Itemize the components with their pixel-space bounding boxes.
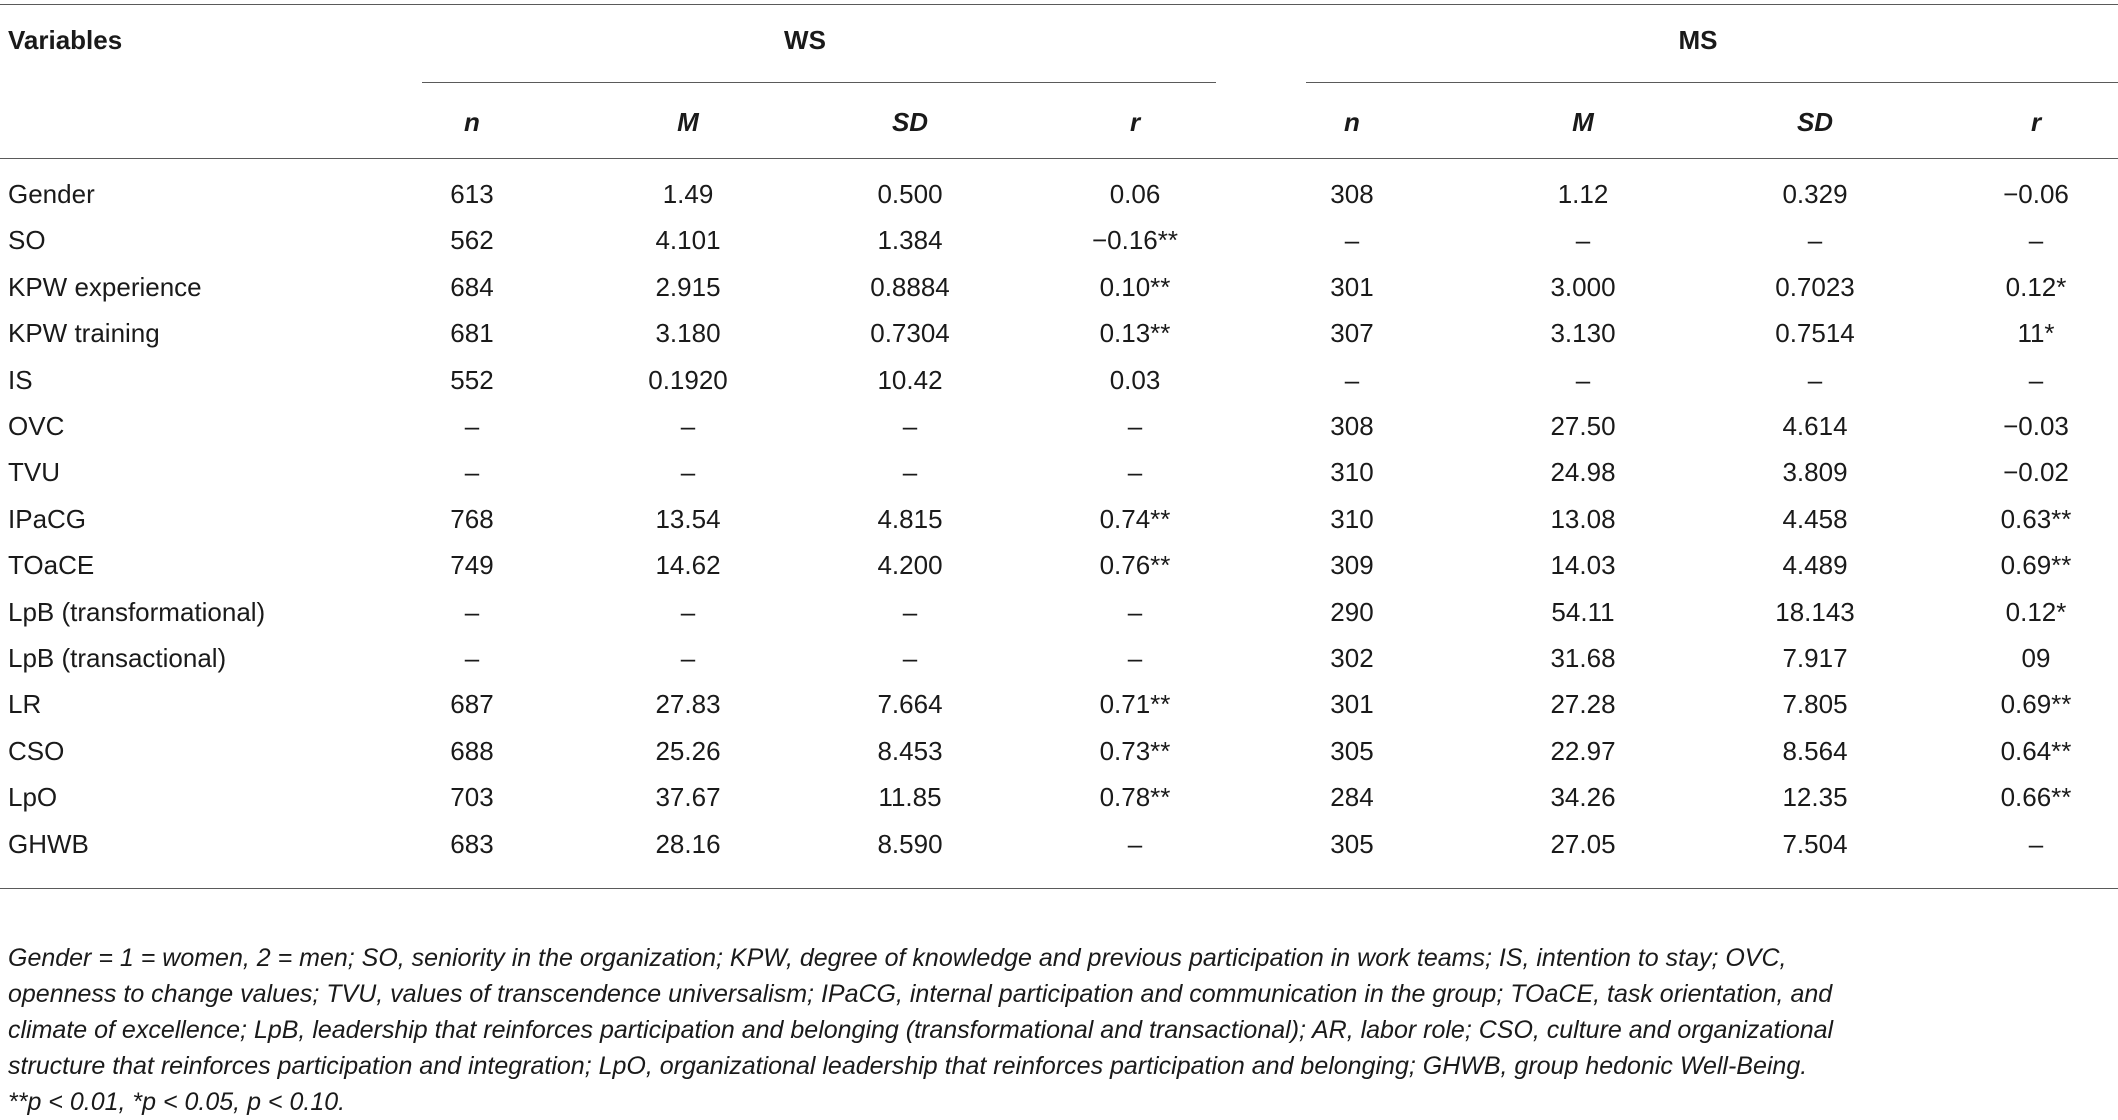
cell-ws-n: 562 <box>450 225 494 255</box>
cell-ms-m: 31.68 <box>1550 643 1616 673</box>
variables-header: Variables <box>8 25 123 55</box>
cell-ws-r: – <box>1127 829 1143 859</box>
subheader-ms-m: M <box>1572 107 1594 137</box>
cell-ws-sd: – <box>902 597 918 627</box>
cell-ws-sd: – <box>902 457 918 487</box>
cell-ws-m: 13.54 <box>655 504 721 534</box>
cell-ms-r: 0.12* <box>2005 272 2067 302</box>
cell-ms-r: 11* <box>2017 318 2055 348</box>
cell-ws-sd: 1.384 <box>877 225 943 255</box>
cell-ws-r: 0.13** <box>1099 318 1171 348</box>
subheader-ws-n: n <box>464 107 480 137</box>
row-label: SO <box>8 225 46 255</box>
cell-ws-n: – <box>464 411 480 441</box>
cell-ws-m: 25.26 <box>655 736 721 766</box>
ws-group-header: WS <box>784 25 826 55</box>
cell-ms-sd: – <box>1807 225 1823 255</box>
cell-ms-m: 14.03 <box>1550 550 1616 580</box>
cell-ws-m: – <box>680 597 696 627</box>
cell-ws-sd: 0.8884 <box>870 272 950 302</box>
cell-ms-m: 27.28 <box>1550 689 1616 719</box>
cell-ws-m: 14.62 <box>655 550 721 580</box>
cell-ms-sd: 7.504 <box>1782 829 1848 859</box>
cell-ws-m: 1.49 <box>662 179 714 209</box>
row-label: CSO <box>8 736 65 766</box>
cell-ms-n: 301 <box>1330 689 1374 719</box>
cell-ws-r: −0.16** <box>1091 225 1179 255</box>
cell-ms-r: 0.66** <box>2000 782 2072 812</box>
cell-ws-sd: – <box>902 643 918 673</box>
row-label: LpB (transformational) <box>8 597 266 627</box>
cell-ws-r: 0.10** <box>1099 272 1171 302</box>
cell-ms-sd: 7.805 <box>1782 689 1848 719</box>
cell-ws-sd: 11.85 <box>878 782 942 812</box>
row-label: KPW experience <box>8 272 202 302</box>
header-bottom-rule <box>0 158 2118 159</box>
cell-ws-m: 4.101 <box>655 225 721 255</box>
row-label: IPaCG <box>8 504 87 534</box>
cell-ms-m: 1.12 <box>1557 179 1609 209</box>
cell-ms-m: 3.000 <box>1550 272 1616 302</box>
cell-ms-r: −0.03 <box>2003 411 2069 441</box>
cell-ws-m: – <box>680 643 696 673</box>
cell-ms-sd: 0.7023 <box>1775 272 1855 302</box>
cell-ms-sd: 0.329 <box>1782 179 1848 209</box>
cell-ms-n: – <box>1344 225 1360 255</box>
cell-ws-m: 27.83 <box>655 689 721 719</box>
cell-ws-m: – <box>680 457 696 487</box>
footnote-line: structure that reinforces participation and integration; LpO, organizational leadership that reinforces participation and belonging; GHWB, group hedonic Well-Being. <box>8 1052 1808 1080</box>
cell-ms-sd: 12.35 <box>1782 782 1848 812</box>
cell-ws-r: 0.03 <box>1109 365 1161 395</box>
cell-ws-m: 28.16 <box>655 829 721 859</box>
cell-ms-n: 302 <box>1330 643 1374 673</box>
subheader-ms-n: n <box>1344 107 1360 137</box>
cell-ws-m: 0.1920 <box>648 365 728 395</box>
cell-ms-r: 0.64** <box>2000 736 2072 766</box>
cell-ws-r: 0.76** <box>1099 550 1171 580</box>
cell-ws-sd: 0.500 <box>877 179 943 209</box>
row-label: LR <box>8 689 42 719</box>
cell-ws-r: – <box>1127 457 1143 487</box>
cell-ms-m: 34.26 <box>1550 782 1616 812</box>
cell-ms-n: 308 <box>1330 411 1374 441</box>
cell-ms-sd: 4.458 <box>1782 504 1848 534</box>
cell-ws-n: 684 <box>450 272 494 302</box>
ms-group-header: MS <box>1678 25 1718 55</box>
cell-ws-sd: 10.42 <box>877 365 943 395</box>
cell-ws-r: 0.71** <box>1099 689 1171 719</box>
cell-ms-n: – <box>1344 365 1360 395</box>
cell-ms-n: 284 <box>1330 782 1374 812</box>
cell-ws-n: 552 <box>450 365 494 395</box>
cell-ws-n: 703 <box>450 782 494 812</box>
cell-ms-m: 27.50 <box>1550 411 1616 441</box>
subheader-ms-sd: SD <box>1796 107 1834 137</box>
subheader-ws-sd: SD <box>891 107 929 137</box>
cell-ms-m: 54.11 <box>1551 597 1615 627</box>
cell-ms-r: −0.06 <box>2003 179 2069 209</box>
cell-ms-n: 301 <box>1330 272 1374 302</box>
ws-group-rule <box>422 82 1216 83</box>
cell-ms-m: – <box>1575 365 1591 395</box>
row-label: LpO <box>8 782 58 812</box>
cell-ms-r: 0.63** <box>2000 504 2072 534</box>
subheader-ws-r: r <box>1129 107 1141 137</box>
cell-ws-m: 3.180 <box>655 318 721 348</box>
cell-ws-sd: 4.200 <box>877 550 943 580</box>
cell-ws-r: 0.74** <box>1099 504 1171 534</box>
cell-ws-sd: – <box>902 411 918 441</box>
cell-ms-m: 13.08 <box>1550 504 1616 534</box>
cell-ws-m: 37.67 <box>655 782 721 812</box>
cell-ws-n: 688 <box>450 736 494 766</box>
cell-ms-m: 3.130 <box>1550 318 1616 348</box>
cell-ws-n: – <box>464 643 480 673</box>
row-label: OVC <box>8 411 65 441</box>
cell-ms-sd: 8.564 <box>1782 736 1848 766</box>
table-footnotes <box>8 940 2108 1120</box>
cell-ms-sd: 3.809 <box>1782 457 1848 487</box>
cell-ms-m: – <box>1575 225 1591 255</box>
cell-ws-r: – <box>1127 411 1143 441</box>
cell-ws-m: 2.915 <box>655 272 721 302</box>
cell-ws-sd: 0.7304 <box>870 318 950 348</box>
cell-ws-sd: 7.664 <box>877 689 943 719</box>
cell-ms-m: 24.98 <box>1550 457 1616 487</box>
cell-ms-sd: 4.614 <box>1782 411 1848 441</box>
cell-ms-n: 310 <box>1330 504 1374 534</box>
cell-ms-r: – <box>2028 225 2044 255</box>
top-rule <box>0 4 2118 5</box>
cell-ms-sd: 0.7514 <box>1775 318 1855 348</box>
row-label: KPW training <box>8 318 160 348</box>
cell-ms-m: 22.97 <box>1550 736 1616 766</box>
row-label: IS <box>8 365 33 395</box>
footnote-line: **p < 0.01, *p < 0.05, p < 0.10. <box>8 1088 346 1116</box>
cell-ms-r: −0.02 <box>2003 457 2069 487</box>
cell-ws-m: – <box>680 411 696 441</box>
cell-ms-n: 305 <box>1330 736 1374 766</box>
ms-group-rule <box>1306 82 2118 83</box>
cell-ms-r: – <box>2028 829 2044 859</box>
cell-ws-sd: 4.815 <box>877 504 943 534</box>
cell-ws-n: 681 <box>450 318 494 348</box>
cell-ms-sd: 4.489 <box>1782 550 1848 580</box>
cell-ws-sd: 8.590 <box>877 829 943 859</box>
footnote-line: climate of excellence; LpB, leadership that reinforces participation and belonging (transformational and transactional); AR, labor role; CSO, culture and organizational <box>8 1016 1834 1044</box>
cell-ws-r: – <box>1127 643 1143 673</box>
cell-ws-n: 768 <box>450 504 494 534</box>
row-label: LpB (transactional) <box>8 643 227 673</box>
cell-ws-n: 613 <box>450 179 494 209</box>
cell-ms-r: – <box>2028 365 2044 395</box>
cell-ms-sd: 18.143 <box>1775 597 1855 627</box>
cell-ms-sd: 7.917 <box>1782 643 1848 673</box>
cell-ms-r: 09 <box>2021 643 2051 673</box>
footnote-line: Gender = 1 = women, 2 = men; SO, seniority in the organization; KPW, degree of knowledge and previous participation in work teams; IS, intention to stay; OVC, <box>8 944 1787 972</box>
cell-ws-r: 0.78** <box>1099 782 1171 812</box>
cell-ms-n: 308 <box>1330 179 1374 209</box>
cell-ms-r: 0.12* <box>2005 597 2067 627</box>
footnote-line: openness to change values; TVU, values of transcendence universalism; IPaCG, internal participation and communication in the group; TOaCE, task orientation, and <box>8 980 1833 1008</box>
cell-ms-r: 0.69** <box>2000 550 2072 580</box>
row-label: GHWB <box>8 829 89 859</box>
subheader-ws-m: M <box>677 107 699 137</box>
subheader-ms-r: r <box>2030 107 2042 137</box>
row-label: TOaCE <box>8 550 95 580</box>
cell-ms-sd: – <box>1807 365 1823 395</box>
cell-ms-n: 309 <box>1330 550 1374 580</box>
cell-ws-r: 0.06 <box>1109 179 1161 209</box>
table-bottom-rule <box>0 888 2118 889</box>
cell-ms-n: 305 <box>1330 829 1374 859</box>
cell-ms-r: 0.69** <box>2000 689 2072 719</box>
cell-ws-n: 687 <box>450 689 494 719</box>
cell-ws-n: 683 <box>450 829 494 859</box>
cell-ws-sd: 8.453 <box>877 736 943 766</box>
cell-ws-n: 749 <box>450 550 494 580</box>
cell-ws-r: – <box>1127 597 1143 627</box>
cell-ws-n: – <box>464 597 480 627</box>
cell-ms-n: 290 <box>1330 597 1374 627</box>
row-label: Gender <box>8 179 95 209</box>
cell-ms-n: 307 <box>1330 318 1374 348</box>
cell-ws-n: – <box>464 457 480 487</box>
cell-ws-r: 0.73** <box>1099 736 1171 766</box>
cell-ms-m: 27.05 <box>1550 829 1616 859</box>
cell-ms-n: 310 <box>1330 457 1374 487</box>
row-label: TVU <box>8 457 60 487</box>
